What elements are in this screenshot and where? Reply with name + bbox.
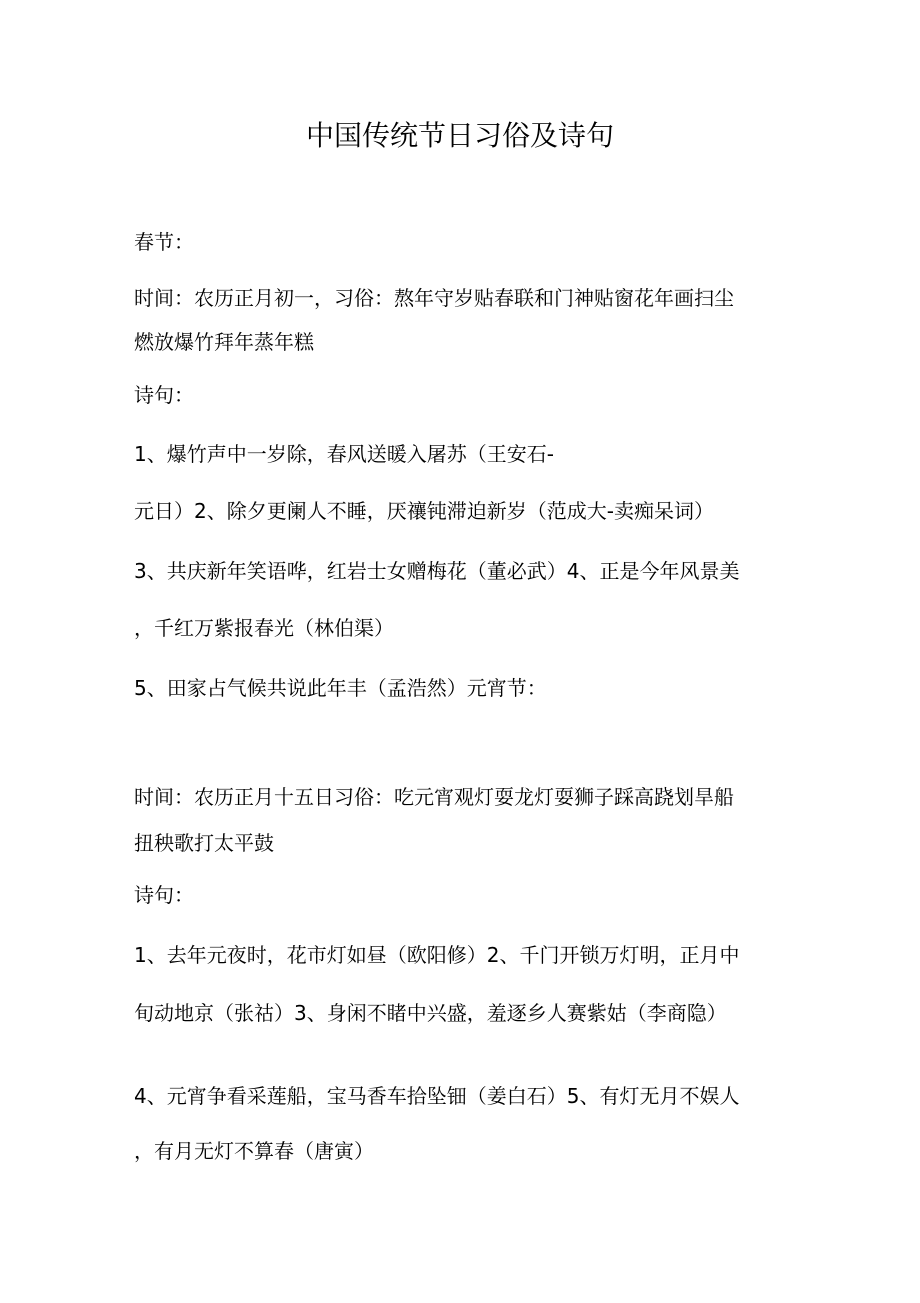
lantern-festival-poem-line-2: 旬动地京（张祜）3、身闲不睹中兴盛，羞逐乡人赛紫姑（李商隐）	[134, 1001, 727, 1025]
lantern-festival-customs-line-2: 扭秧歌打太平鼓	[134, 831, 274, 855]
lantern-festival-customs-line-1: 时间：农历正月十五日习俗：吃元宵观灯耍龙灯耍狮子踩高跷划旱船	[134, 785, 734, 809]
section-heading-spring-festival: 春节：	[134, 230, 194, 254]
lantern-festival-poems-heading: 诗句：	[134, 883, 194, 907]
spring-festival-poem-line-3: 3、共庆新年笑语哗，红岩士女赠梅花（董必武）4、正是今年风景美	[134, 559, 740, 583]
spring-festival-customs-line-2: 燃放爆竹拜年蒸年糕	[134, 330, 314, 354]
lantern-festival-poem-line-4: ，有月无灯不算春（唐寅）	[134, 1139, 374, 1163]
spring-festival-poem-line-5: 5、田家占气候共说此年丰（孟浩然）元宵节：	[134, 676, 547, 700]
spring-festival-customs-line-1: 时间：农历正月初一，习俗：熬年守岁贴春联和门神贴窗花年画扫尘	[134, 286, 734, 310]
spring-festival-poem-line-4: ，千红万紫报春光（林伯渠）	[134, 616, 394, 640]
spring-festival-poems-heading: 诗句：	[134, 383, 194, 407]
lantern-festival-poem-line-3: 4、元宵争看采莲船，宝马香车拾坠钿（姜白石）5、有灯无月不娱人	[134, 1084, 740, 1108]
lantern-festival-poem-line-1: 1、去年元夜时，花市灯如昼（欧阳修）2、千门开锁万灯明，正月中	[134, 943, 740, 967]
document-title: 中国传统节日习俗及诗句	[305, 119, 614, 152]
spring-festival-poem-line-1: 1、爆竹声中一岁除，春风送暖入屠苏（王安石-	[134, 442, 554, 466]
spring-festival-poem-line-2: 元日）2、除夕更阑人不睡，厌禳钝滞迫新岁（范成大-卖痴呆词）	[134, 499, 714, 523]
